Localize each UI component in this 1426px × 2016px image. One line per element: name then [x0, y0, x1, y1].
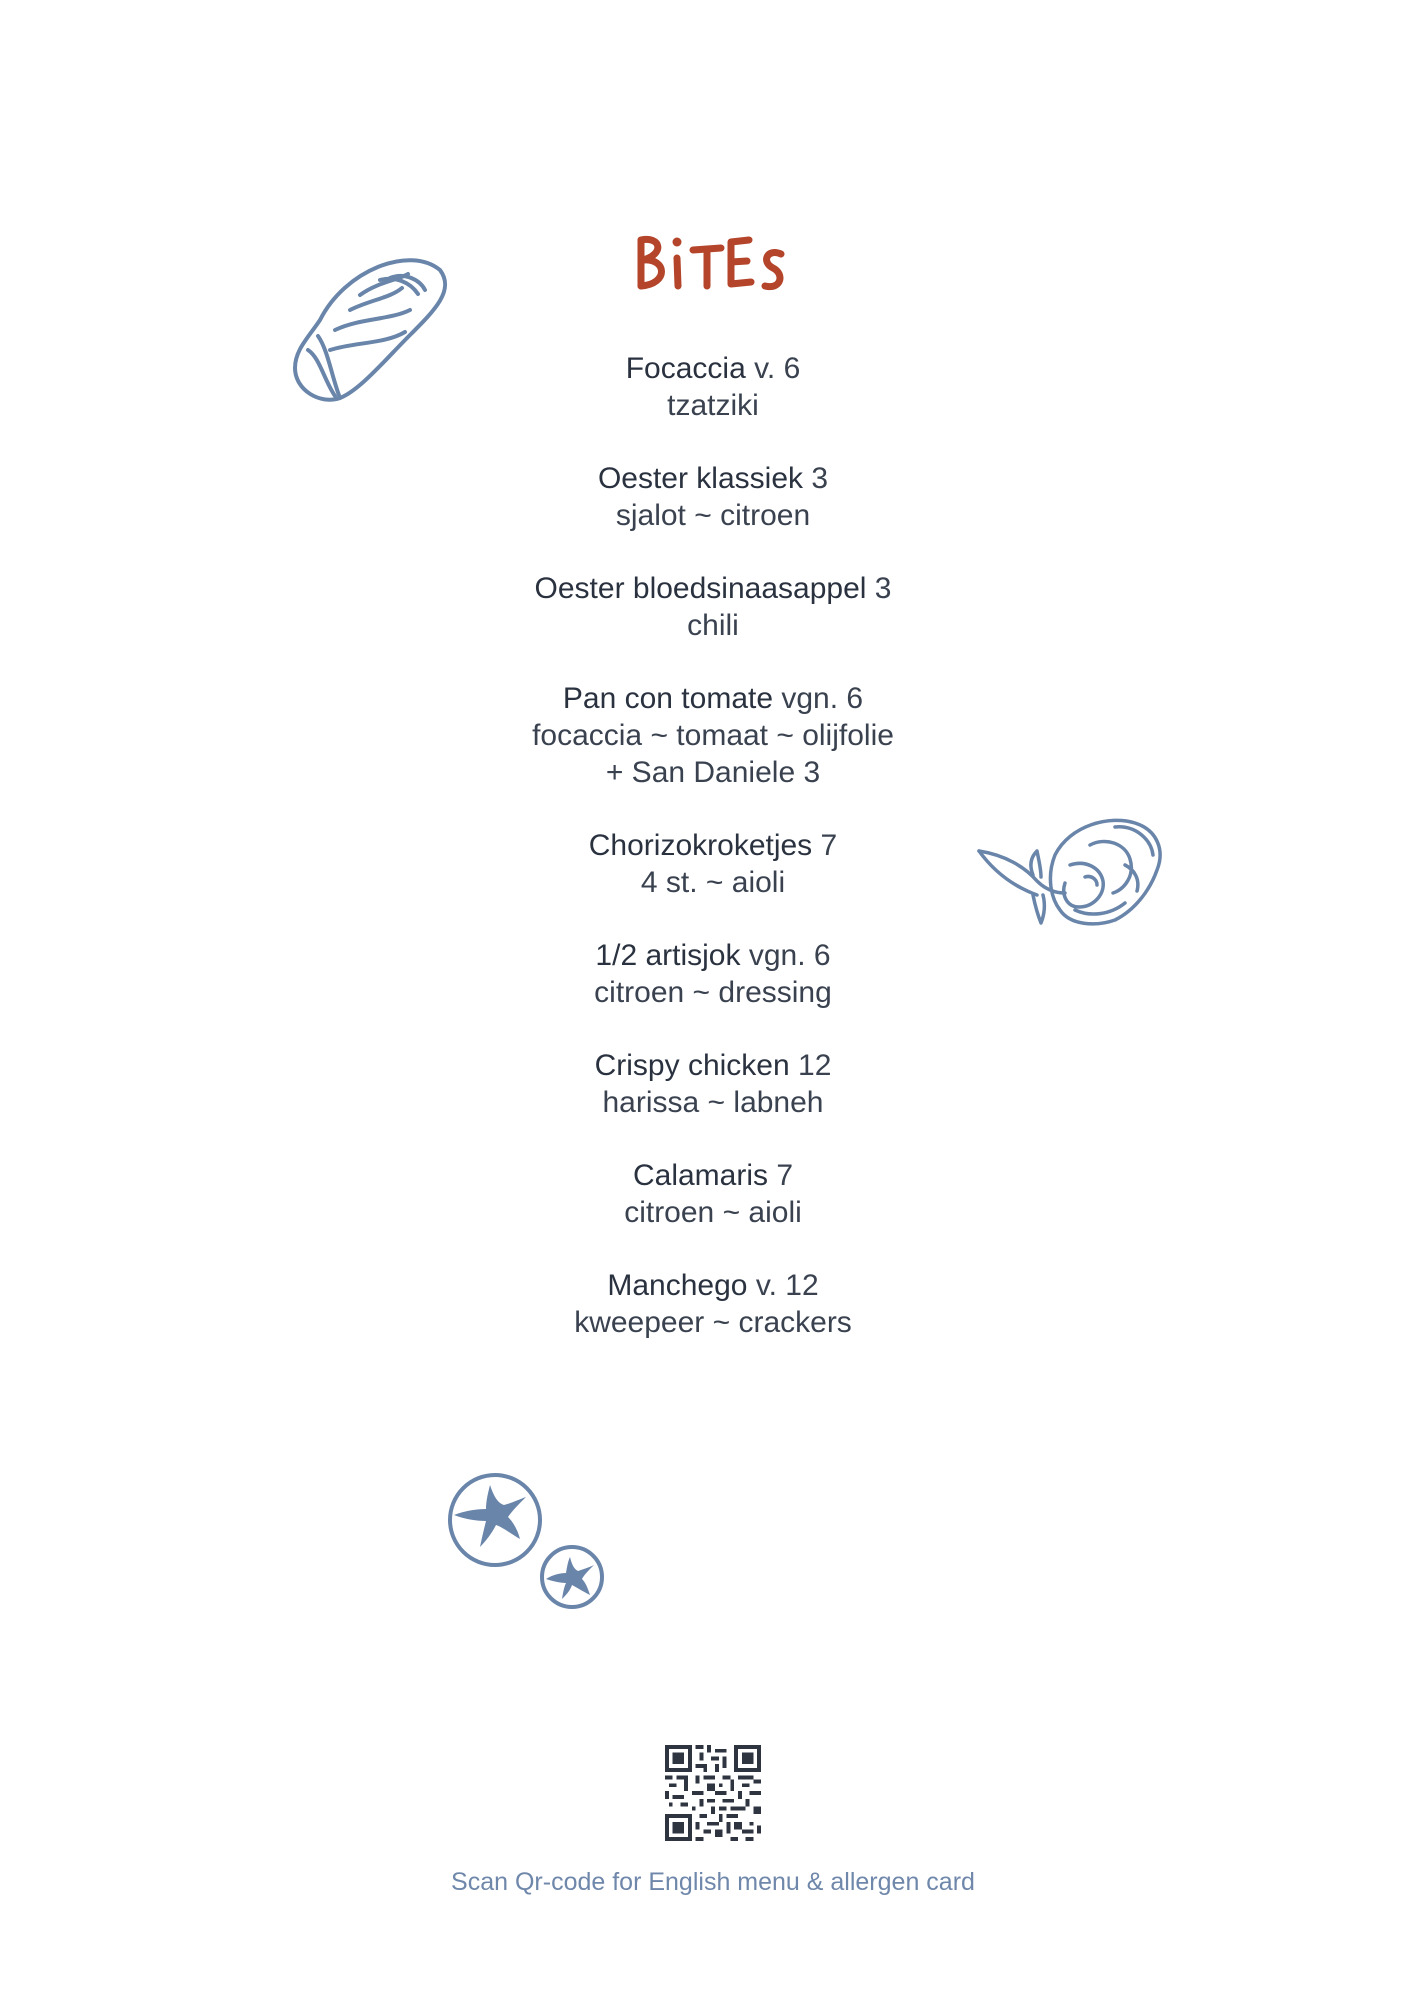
artichoke-icon	[975, 815, 1165, 930]
menu-item	[0, 460, 1426, 534]
menu-item-heading	[0, 680, 1426, 717]
menu-item-name: Crispy chicken	[594, 1049, 790, 1082]
menu-item-name: 1/2 artisjok	[595, 939, 741, 972]
menu-item-name: Oester klassiek	[597, 462, 804, 495]
menu-item-name: Oester bloedsinaasappel	[534, 572, 867, 605]
menu-title	[0, 228, 1426, 303]
menu-title-lettering	[633, 228, 793, 298]
menu-item-heading	[0, 1267, 1426, 1304]
menu-item-price: vgn. 6	[748, 939, 831, 972]
menu-item-heading	[0, 570, 1426, 607]
menu-item-price: 7	[820, 829, 838, 862]
menu-item	[0, 827, 1426, 901]
menu-item-description: 4 st. ~ aioli	[640, 866, 786, 899]
menu-item-heading	[0, 1157, 1426, 1194]
menu-list	[0, 350, 1426, 1377]
menu-item-heading	[0, 827, 1426, 864]
menu-item-name: Calamaris	[632, 1159, 768, 1192]
menu-item-description: harissa ~ labneh	[602, 1086, 824, 1119]
menu-item-addon: + San Daniele 3	[605, 756, 821, 789]
menu-item-name: Focaccia	[625, 352, 746, 385]
menu-item-heading	[0, 350, 1426, 387]
menu-item-description: citroen ~ aioli	[624, 1196, 802, 1229]
menu-item-heading	[0, 460, 1426, 497]
footer-note: Scan Qr-code for English menu & allergen card	[451, 1868, 975, 1896]
menu-item-description: tzatziki	[667, 389, 759, 422]
menu-item-price: 12	[798, 1049, 832, 1082]
menu-item	[0, 350, 1426, 424]
menu-item	[0, 1047, 1426, 1121]
menu-item-description: focaccia ~ tomaat ~ olijfolie	[532, 719, 894, 752]
tomatoes-icon	[440, 1465, 610, 1615]
menu-item-heading	[0, 1047, 1426, 1084]
menu-item	[0, 1157, 1426, 1231]
menu-item	[0, 937, 1426, 1011]
menu-item	[0, 1267, 1426, 1341]
menu-item-description: kweepeer ~ crackers	[574, 1306, 852, 1339]
menu-item-name: Pan con tomate	[562, 682, 774, 715]
menu-item-description: citroen ~ dressing	[594, 976, 832, 1009]
menu-item-heading	[0, 937, 1426, 974]
menu-item	[0, 570, 1426, 644]
menu-item-description: chili	[687, 609, 739, 642]
qr-code-icon	[665, 1745, 761, 1841]
menu-item-name: Chorizokroketjes	[588, 829, 813, 862]
menu-item-name: Manchego	[607, 1269, 748, 1302]
menu-item-description: sjalot ~ citroen	[615, 499, 811, 532]
menu-item-price: 3	[811, 462, 829, 495]
bread-icon	[290, 250, 450, 410]
menu-item-price: 7	[776, 1159, 794, 1192]
menu-item-price: v. 6	[754, 352, 801, 385]
menu-item	[0, 680, 1426, 791]
menu-item-price: 3	[874, 572, 892, 605]
menu-item-price: vgn. 6	[781, 682, 864, 715]
menu-item-price: v. 12	[755, 1269, 819, 1302]
